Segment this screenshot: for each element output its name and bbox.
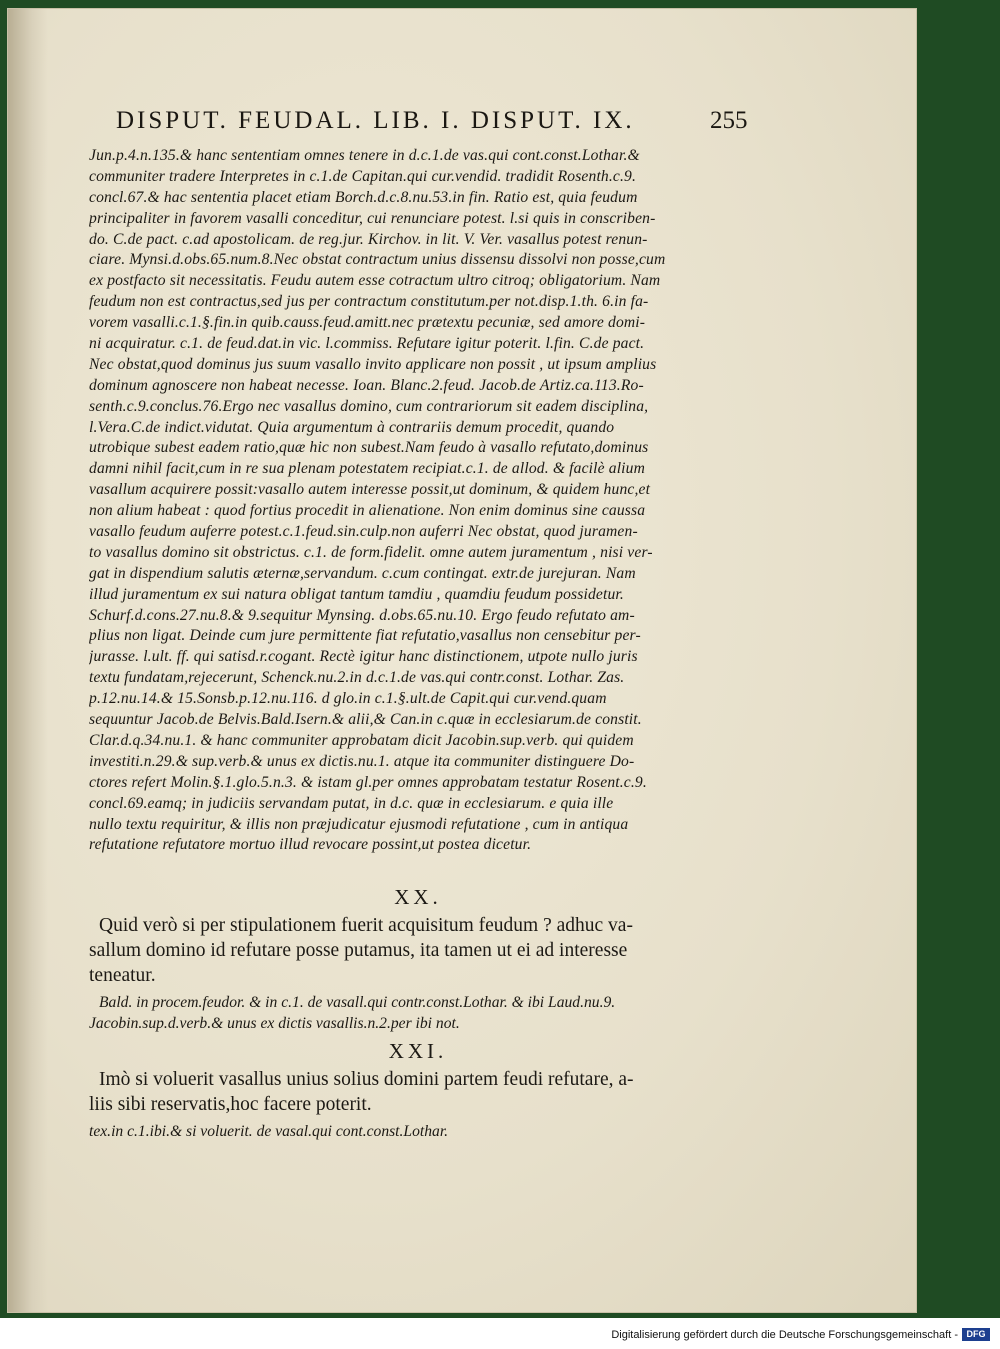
- section-xxi-body: [89, 1067, 749, 1117]
- text-line: feudum non est contractus,sed jus per contractum constitutum.per not.disp.1.th. 6.in fa-: [89, 293, 649, 311]
- text-line: ni acquiratur. c.1. de feud.dat.in vic. l.commiss. Refutare igitur poterit. l.fin. C.de pact.: [89, 335, 645, 353]
- text-line: liis sibi reservatis,hoc facere poterit.: [89, 1094, 372, 1115]
- text-line: ctores refert Molin.§.1.glo.5.n.3. & istam gl.per omnes approbatam testatur Rosent.c.9.: [89, 773, 647, 791]
- section-xxi-citation: [89, 1121, 749, 1142]
- text-line: to vasallus domino sit obstrictus. c.1. de form.fidelit. omne autem juramentum , nisi ver-: [89, 543, 653, 561]
- section-heading-xxi: XXI.: [388, 1039, 448, 1063]
- text-line: Nec obstat,quod dominus jus suum vasallo invito applicare non possit , ut ipsum amplius: [89, 355, 657, 373]
- text-line: senth.c.9.conclus.76.Ergo nec vasallus domino, cum contrariorum sit eadem disciplina,: [89, 397, 649, 415]
- page-number: 255: [710, 107, 748, 134]
- text-line: illud juramentum ex sui natura obligat tantum tamdiu , quamdiu feudum possidetur.: [89, 585, 624, 603]
- section-heading-xx: XX.: [394, 885, 442, 909]
- section-xx-citation: [89, 992, 749, 1034]
- text-line: l.Vera.C.de indict.vidutat. Quia argumentum à contrariis demum procedit, quando: [89, 418, 615, 436]
- text-line: Imò si voluerit vasallus unius solius domini partem feudi refutare, a-: [99, 1069, 634, 1090]
- text-line: Schurf.d.cons.27.nu.8.& 9.sequitur Mynsing. d.obs.65.nu.10. Ergo feudo refutato am-: [89, 606, 635, 624]
- text-line: Clar.d.q.34.nu.1. & hanc communiter approbatam dicit Jacobin.sup.verb. qui quidem: [89, 731, 634, 749]
- text-line: concl.69.eamq; in judiciis servandam putat, in d.c. quæ in ecclesiarum. e quia ille: [89, 794, 614, 812]
- text-line: investiti.n.29.& sup.verb.& unus ex dictis.nu.1. atque ita communiter distinguere Do-: [89, 752, 635, 770]
- text-line: gat in dispendium salutis æternæ,servandum. c.cum contingat. extr.de jurejuran. Nam: [89, 564, 636, 582]
- text-line: concl.67.& hac sententia placet etiam Borch.d.c.8.nu.53.in fin. Ratio est, quia feudum: [89, 188, 638, 206]
- funding-credit: Digitalisierung gefördert durch die Deutsche Forschungsgemeinschaft -: [611, 1329, 958, 1341]
- footer-bar: [0, 1318, 1000, 1349]
- running-head: [116, 107, 776, 135]
- text-line: ciare. Mynsi.d.obs.65.num.8.Nec obstat contractum unius dissensu dissolvi non posse,cum: [89, 251, 666, 269]
- text-line: tex.in c.1.ibi.& si voluerit. de vasal.qui cont.const.Lothar.: [89, 1123, 449, 1140]
- text-line: vorem vasalli.c.1.§.fin.in quib.causs.feud.amitt.nec prætextu pecuniæ, sed amore domi-: [89, 314, 646, 332]
- text-line: Bald. in procem.feudor. & in c.1. de vasall.qui contr.const.Lothar. & ibi Laud.nu.9.: [99, 994, 616, 1011]
- running-head-title: DISPUT. FEUDAL. LIB. I. DISPUT. IX.: [116, 107, 635, 134]
- text-line: vasallum acquirere possit:vasallo autem interesse possit,ut dominum, & quidem hunc,et: [89, 481, 651, 499]
- text-line: vasallo feudum auferre potest.c.1.feud.sin.culp.non auferri Nec obstat, quod juramen-: [89, 523, 638, 541]
- text-line: Jacobin.sup.d.verb.& unus ex dictis vasallis.n.2.per ibi not.: [89, 1015, 460, 1032]
- text-line: sequuntur Jacob.de Belvis.Bald.Isern.& alii,& Can.in c.quæ in ecclesiarum.de constit.: [89, 711, 642, 729]
- text-line: textu fundatam,rejecerunt, Schenck.nu.2.in d.c.1.de vas.qui contr.const. Lothar. Zas.: [89, 669, 625, 687]
- book-page: [8, 9, 916, 1312]
- text-line: damni nihil facit,cum in re sua plenam potestatem recipiat.c.1. de allod. & facilè alium: [89, 460, 646, 478]
- text-line: nullo textu requiritur, & illis non præjudicatur ejusmodi refutatione , cum in antiqua: [89, 815, 629, 833]
- text-line: plius non ligat. Deinde cum jure permittente fiat refutatio,vasallus non censebitur per-: [89, 627, 641, 645]
- text-line: sallum domino id refutare posse putamus, ita tamen ut ei ad interesse: [89, 940, 628, 961]
- text-line: communiter tradere Interpretes in c.1.de Capitan.qui cur.vendid. tradidit Rosenth.c.9.: [89, 167, 637, 185]
- dfg-logo: DFG: [962, 1328, 990, 1341]
- text-line: non alium habeat : quod fortius procedit in alienatione. Non enim dominus sine caussa: [89, 502, 646, 520]
- text-line: refutatione refutatore mortuo illud revocare possint,ut postea dicetur.: [89, 836, 532, 854]
- text-line: jurasse. l.ult. ff. qui satisd.r.cogant. Rectè igitur hanc distinctionem, utpote nullo juris: [89, 648, 638, 666]
- page-gutter-shadow: [8, 9, 48, 1312]
- text-line: p.12.nu.14.& 15.Sonsb.p.12.nu.116. d glo.in c.1.§.ult.de Capit.qui cur.vend.quam: [89, 690, 607, 708]
- text-line: teneatur.: [89, 965, 156, 986]
- text-line: dominum agnoscere non habeat necesse. Ioan. Blanc.2.feud. Jacob.de Artiz.ca.113.Ro-: [89, 376, 644, 394]
- text-line: principaliter in favorem vasalli conceditur, cui renunciare potest. l.si quis in conscriben-: [89, 209, 656, 227]
- section-xx-body: [89, 913, 749, 988]
- text-line: utrobique subest eadem ratio,quæ hic non subest.Nam feudo à vasallo refutato,dominus: [89, 439, 649, 457]
- text-line: ex postfacto sit necessitatis. Feudu autem esse cotractum ultro citroq; obligatorium. Nam: [89, 272, 661, 290]
- text-line: Quid verò si per stipulationem fuerit acquisitum feudum ? adhuc va-: [99, 915, 633, 936]
- text-line: do. C.de pact. c.ad apostolicam. de reg.jur. Kirchov. in lit. V. Ver. vasallus potest renun-: [89, 230, 648, 248]
- text-line: Jun.p.4.n.135.& hanc sententiam omnes tenere in d.c.1.de vas.qui cont.const.Lothar.&: [89, 147, 640, 164]
- footnote-block: [89, 146, 749, 856]
